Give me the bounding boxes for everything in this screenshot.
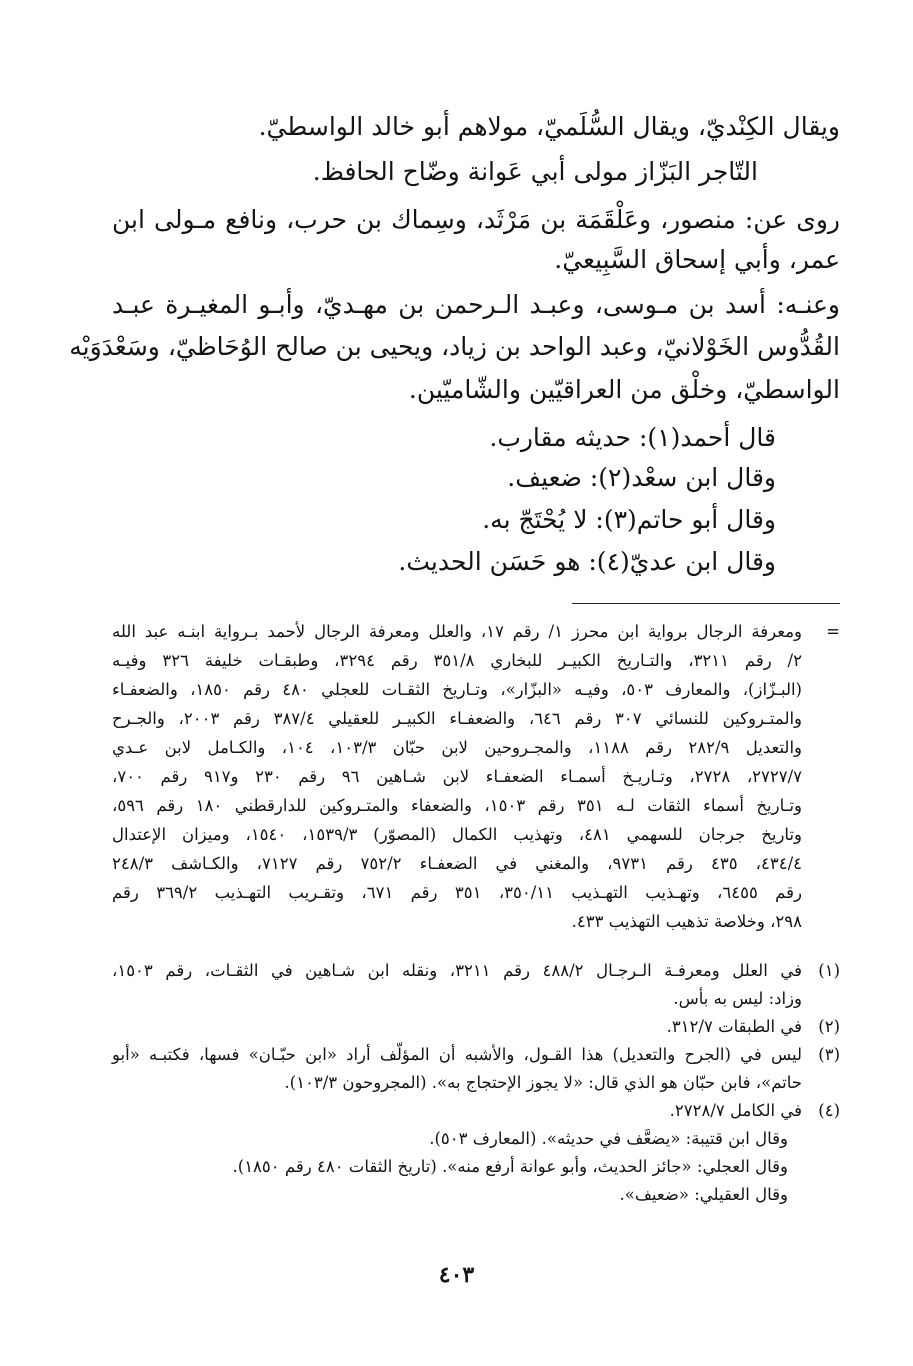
body-line: القُدُّوس الخَوْلانيّ، وعبد الواحد بن زياد، ويحيى بن صالح الوُحَاظيّ، وسَعْدَوَيْه xyxy=(69,332,840,361)
body-line: وعنـه: أسد بن مـوسى، وعبـد الـرحمن بن مهـديّ، وأبـو المغيـرة عبـد xyxy=(112,290,840,319)
body-line: وقال أبو حاتم(٣): لا يُحْتَجّ به. xyxy=(482,505,776,534)
body-line: روى عن: منصور، وعَلْقَمَة بن مَرْثَد، وسِماك بن حرب، ونافع مـولى ابن xyxy=(112,205,840,234)
body-line: الواسطيّ، وخلْق من العراقيّين والشّاميّين. xyxy=(408,375,840,404)
body-line: ويقال الكِنْديّ، ويقال السُّلَميّ، مولاهم أبو خالد الواسطيّ. xyxy=(258,112,840,141)
footnote-separator xyxy=(572,603,840,604)
page-number: ٤٠٣ xyxy=(438,1262,475,1288)
footnote-marker: (٢) xyxy=(818,1017,840,1036)
body-line: وقال ابن عديّ(٤): هو حَسَن الحديث. xyxy=(398,547,776,576)
continuation-marker: = xyxy=(826,622,840,641)
book-page: ويقال الكِنْديّ، ويقال السُّلَميّ، مولاهم أبو خالد الواسطيّ. التّاجر البَزّاز مولى أبي عَوانة وضّاح الحافظ. روى عن: منصور، وعَلْقَمَة بن مَرْثَد، وسِماك بن حرب، ونافع مـولى ابن عمر، وأبي إسحاق السَّبِيعيّ. وعنـه: أسد بن مـوسى، وعبـد الـرحمن بن مهـديّ، وأبـو المغيـرة عبـد القُدُّوس الخَوْلانيّ، وعبد الواحد بن زياد، ويحيى بن صالح الوُحَاظيّ، وسَعْدَوَيْه الواسطيّ، وخلْق من العراقيّين والشّاميّين. قال أحمد(١): حديثه مقارب. وقال ابن سعْد(٢): ضعيف. وقال أبو حاتم(٣): لا يُحْتَجّ به. وقال ابن عديّ(٤): هو حَسَن الحديث. = ومعرفة الرجال برواية ابن محرز ١/ رقم ١٧، والعلل ومعرفة الرجال لأحمد بـرواية ابنـه عبد الله ٢/ رقم ٣٢١١، والتـاريخ الكبيـر للبخاري ٣٥١/٨ رقم ٣٢٩٤، وطبقـات خليفة ٣٢٦ وفيـه (البـزّاز)، والمعارف ٥٠٣، وفيـه «البزّار»، وتـاريخ الثقـات للعجلي ٤٨٠ رقم ١٨٥٠، والضعفـاء والمتـروكين للنسائي ٣٠٧ رقم ٦٤٦، والضعفـاء الكبيـر للعقيلي ٣٨٧/٤ رقم ٢٠٠٣، والجـرح والتعديل ٢٨٢/٩ رقم ١١٨٨، والمجـروحين لابن حبّان ١٠٣/٣، ١٠٤، والكـامل لابن عـدي ٢٧٢٧/٧، ٢٧٢٨، وتـاريـخ أسمـاء الضعفـاء لابن شـاهين ٩٦ رقم ٢٣٠ و٩١٧ رقم ٧٠٠، وتـاريخ أسماء الثقات لـه ٣٥١ رقم ١٥٠٣، والضعفاء والمتـروكين للدارقطني ١٨٠ رقم ٥٩٦، وتاريخ جرجان للسهمي ٤٨١، وتهذيب الكمال (المصوّر) ١٥٣٩/٣، ١٥٤٠، وميزان الإعتدال ٤٣٤/٤، ٤٣٥ رقم ٩٧٣١، والمغني في الضعفـاء ٧٥٢/٢ رقم ٧١٢٧، والكـاشف ٢٤٨/٣ رقم ٦٤٥٥، وتهـذيب التهـذيب ٣٥٠/١١، ٣٥١ رقم ٦٧١، وتقـريب التهـذيب ٣٦٩/٢ رقم ٢٩٨، وخلاصة تذهيب التهذيب ٤٣٣. (١) في العلل ومعرفـة الـرجـال ٤٨٨/٢ رقم ٣٢١١، ونقله ابن شـاهين في الثقـات، رقم ١٥٠٣، وزاد: ليس به بأس. (٢) في الطبقات ٣١٢/٧. (٣) ليس في (الجرح والتعديل) هذا القـول، والأشبه أن المؤلّف أراد «ابن حبّـان» فسها، فكتبـه «أبو حاتم»، فابن حبّان هو الذي قال: «لا يجوز الإحتجاج به». (المجروحون ١٠٣/٣). (٤) في الكامل ٢٧٢٨/٧. وقال ابن قتيبة: «يضعَّف في حديثه». (المعارف ٥٠٣). وقال العجلي: «جائز الحديث، وأبو عوانة أرفع منه». (تاريخ الثقات ٤٨٠ رقم ١٨٥٠). وقال العقيلي: «ضعيف». ٤٠٣ xyxy=(0,0,913,1366)
body-line: قال أحمد(١): حديثه مقارب. xyxy=(489,423,776,452)
body-line: التّاجر البَزّاز مولى أبي عَوانة وضّاح الحافظ. xyxy=(312,157,758,186)
footnote-marker: (٣) xyxy=(818,1045,840,1064)
footnote-marker: (١) xyxy=(818,961,840,980)
body-line: وقال ابن سعْد(٢): ضعيف. xyxy=(507,463,776,492)
body-line: عمر، وأبي إسحاق السَّبِيعيّ. xyxy=(554,245,840,274)
footnote-marker: (٤) xyxy=(818,1101,840,1120)
